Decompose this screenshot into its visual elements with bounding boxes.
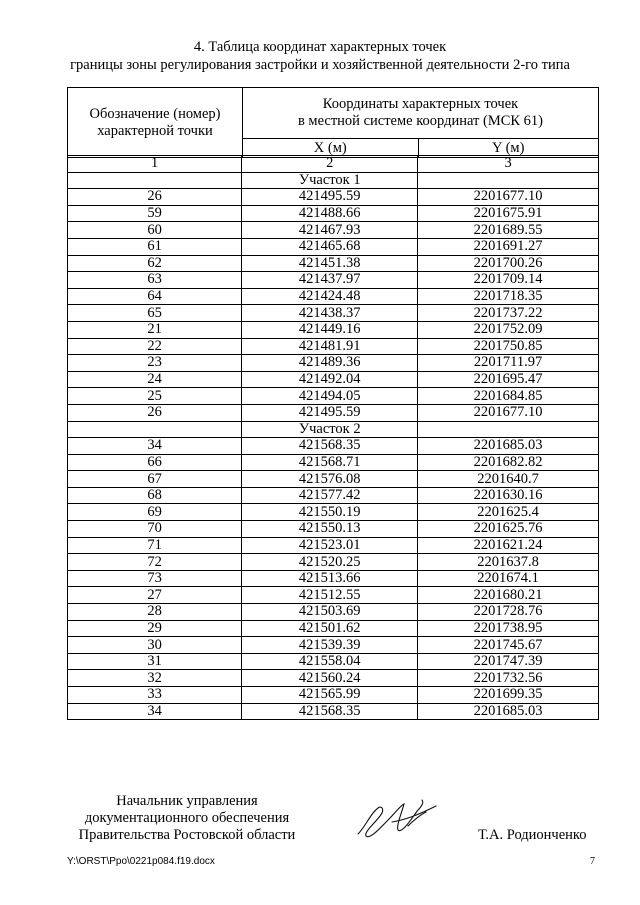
y-coordinate-cell: 2201684.85 <box>418 388 599 405</box>
point-id-cell: 65 <box>68 305 242 322</box>
point-id-cell: 62 <box>68 255 242 272</box>
x-header: X (м) <box>242 139 418 158</box>
x-coordinate-cell: 421495.59 <box>242 404 418 421</box>
coords-header-line1: Координаты характерных точек <box>322 96 519 112</box>
point-id-cell: 31 <box>68 653 242 670</box>
x-coordinate-cell: 421481.91 <box>242 338 418 355</box>
y-coordinate-cell: 2201689.55 <box>418 222 599 239</box>
signatory-title <box>67 793 307 844</box>
column-number: 3 <box>418 156 599 173</box>
x-coordinate-cell: 421550.13 <box>242 521 418 538</box>
y-coordinate-cell: 2201685.03 <box>418 703 599 720</box>
x-coordinate-cell: 421503.69 <box>242 604 418 621</box>
table-row <box>68 189 599 206</box>
y-coordinate-cell: 2201747.39 <box>418 653 599 670</box>
signatory-line1: Начальник управления <box>116 793 258 809</box>
x-coordinate-cell: 421495.59 <box>242 189 418 206</box>
document-title: 4. Таблица координат характерных точек <box>193 39 447 55</box>
point-id-cell: 64 <box>68 288 242 305</box>
y-coordinate-cell: 2201738.95 <box>418 620 599 637</box>
table-row <box>68 521 599 538</box>
x-coordinate-cell: 421568.35 <box>242 703 418 720</box>
y-coordinate-cell: 2201750.85 <box>418 338 599 355</box>
y-coordinate-cell: 2201682.82 <box>418 454 599 471</box>
table-row <box>68 687 599 704</box>
y-coordinate-cell: 2201637.8 <box>418 554 599 571</box>
x-coordinate-cell: 421560.24 <box>242 670 418 687</box>
table-row <box>68 371 599 388</box>
table-row <box>68 670 599 687</box>
x-coordinate-cell: 421451.38 <box>242 255 418 272</box>
point-id-cell: 28 <box>68 604 242 621</box>
table-row <box>68 255 599 272</box>
table-row <box>68 637 599 654</box>
column-number: 1 <box>68 156 242 173</box>
x-coordinate-cell: 421558.04 <box>242 653 418 670</box>
table-row <box>68 454 599 471</box>
point-id-cell: 30 <box>68 637 242 654</box>
y-coordinate-cell: 2201640.7 <box>418 471 599 488</box>
y-coordinate-cell: 2201695.47 <box>418 371 599 388</box>
table-row <box>68 355 599 372</box>
table-row <box>68 487 599 504</box>
table-row <box>68 620 599 637</box>
x-coordinate-cell: 421513.66 <box>242 570 418 587</box>
table-row <box>68 471 599 488</box>
table-row <box>68 653 599 670</box>
signatory-line3: Правительства Ростовской области <box>78 827 296 843</box>
point-id-cell: 34 <box>68 438 242 455</box>
table-row <box>68 305 599 322</box>
table-row <box>68 554 599 571</box>
y-coordinate-cell: 2201737.22 <box>418 305 599 322</box>
y-coordinate-cell: 2201752.09 <box>418 321 599 338</box>
section-row <box>68 172 599 189</box>
x-coordinate-cell: 421489.36 <box>242 355 418 372</box>
x-coordinate-cell: 421501.62 <box>242 620 418 637</box>
x-coordinate-cell: 421492.04 <box>242 371 418 388</box>
table-row <box>68 238 599 255</box>
section-empty-cell <box>68 172 242 189</box>
point-id-cell: 67 <box>68 471 242 488</box>
table-row <box>68 570 599 587</box>
y-coordinate-cell: 2201711.97 <box>418 355 599 372</box>
table-row <box>68 587 599 604</box>
point-id-cell: 26 <box>68 404 242 421</box>
section-name: Участок 2 <box>242 421 418 438</box>
point-id-cell: 27 <box>68 587 242 604</box>
table-row <box>68 703 599 720</box>
point-id-cell: 71 <box>68 537 242 554</box>
page-number: 7 <box>590 856 595 867</box>
signatory-name: Т.А. Родионченко <box>478 827 587 843</box>
y-coordinate-cell: 2201621.24 <box>418 537 599 554</box>
x-coordinate-cell: 421424.48 <box>242 288 418 305</box>
table-row <box>68 321 599 338</box>
point-id-cell: 34 <box>68 703 242 720</box>
table-header <box>67 87 599 158</box>
y-coordinate-cell: 2201700.26 <box>418 255 599 272</box>
point-id-header-line1: Обозначение (номер) <box>89 105 221 122</box>
column-number-row <box>68 156 599 173</box>
y-coordinate-cell: 2201625.4 <box>418 504 599 521</box>
x-coordinate-cell: 421523.01 <box>242 537 418 554</box>
point-id-cell: 59 <box>68 205 242 222</box>
point-id-cell: 61 <box>68 238 242 255</box>
point-id-header-line2: характерной точки <box>97 122 213 139</box>
y-coordinate-cell: 2201625.76 <box>418 521 599 538</box>
point-id-cell: 33 <box>68 687 242 704</box>
handwritten-signature <box>352 796 442 844</box>
signatory-line2: документационного обеспечения <box>84 810 290 826</box>
table-row <box>68 338 599 355</box>
table-row <box>68 504 599 521</box>
y-coordinate-cell: 2201691.27 <box>418 238 599 255</box>
coords-header-line2: в местной системе координат (МСК 61) <box>297 113 544 129</box>
column-number: 2 <box>242 156 418 173</box>
section-name: Участок 1 <box>242 172 418 189</box>
x-coordinate-cell: 421438.37 <box>242 305 418 322</box>
y-coordinate-cell: 2201745.67 <box>418 637 599 654</box>
point-id-cell: 23 <box>68 355 242 372</box>
x-coordinate-cell: 421568.35 <box>242 438 418 455</box>
point-id-cell: 70 <box>68 521 242 538</box>
table-row <box>68 222 599 239</box>
table-row <box>68 288 599 305</box>
point-id-cell: 26 <box>68 189 242 206</box>
point-id-cell: 32 <box>68 670 242 687</box>
x-coordinate-cell: 421488.66 <box>242 205 418 222</box>
y-coordinate-cell: 2201675.91 <box>418 205 599 222</box>
section-row <box>68 421 599 438</box>
table-row <box>68 388 599 405</box>
point-id-cell: 68 <box>68 487 242 504</box>
coords-header <box>242 88 598 139</box>
point-id-cell: 69 <box>68 504 242 521</box>
table-row <box>68 537 599 554</box>
x-coordinate-cell: 421539.39 <box>242 637 418 654</box>
x-coordinate-cell: 421449.16 <box>242 321 418 338</box>
document-subtitle: границы зоны регулирования застройки и хозяйственной деятельности 2-го типа <box>70 57 570 73</box>
point-id-cell: 29 <box>68 620 242 637</box>
x-coordinate-cell: 421577.42 <box>242 487 418 504</box>
y-coordinate-cell: 2201630.16 <box>418 487 599 504</box>
x-coordinate-cell: 421465.68 <box>242 238 418 255</box>
x-coordinate-cell: 421568.71 <box>242 454 418 471</box>
point-id-cell: 73 <box>68 570 242 587</box>
y-coordinate-cell: 2201699.35 <box>418 687 599 704</box>
y-header: Y (м) <box>418 139 599 158</box>
y-coordinate-cell: 2201709.14 <box>418 272 599 289</box>
x-coordinate-cell: 421512.55 <box>242 587 418 604</box>
point-id-header <box>68 88 243 158</box>
table-row <box>68 205 599 222</box>
x-coordinate-cell: 421494.05 <box>242 388 418 405</box>
point-id-cell: 66 <box>68 454 242 471</box>
table-row <box>68 272 599 289</box>
y-coordinate-cell: 2201677.10 <box>418 404 599 421</box>
table-row <box>68 404 599 421</box>
section-empty-cell <box>68 421 242 438</box>
x-coordinate-cell: 421576.08 <box>242 471 418 488</box>
point-id-cell: 22 <box>68 338 242 355</box>
section-empty-cell <box>418 421 599 438</box>
x-coordinate-cell: 421467.93 <box>242 222 418 239</box>
x-coordinate-cell: 421437.97 <box>242 272 418 289</box>
section-empty-cell <box>418 172 599 189</box>
point-id-cell: 21 <box>68 321 242 338</box>
table-row <box>68 438 599 455</box>
point-id-cell: 60 <box>68 222 242 239</box>
point-id-cell: 25 <box>68 388 242 405</box>
point-id-cell: 63 <box>68 272 242 289</box>
x-coordinate-cell: 421520.25 <box>242 554 418 571</box>
point-id-cell: 72 <box>68 554 242 571</box>
x-coordinate-cell: 421550.19 <box>242 504 418 521</box>
y-coordinate-cell: 2201677.10 <box>418 189 599 206</box>
y-coordinate-cell: 2201732.56 <box>418 670 599 687</box>
coordinates-table <box>67 155 599 720</box>
y-coordinate-cell: 2201718.35 <box>418 288 599 305</box>
file-path: Y:\ORST\Ppo\0221p084.f19.docx <box>67 856 215 867</box>
x-coordinate-cell: 421565.99 <box>242 687 418 704</box>
table-row <box>68 604 599 621</box>
y-coordinate-cell: 2201680.21 <box>418 587 599 604</box>
y-coordinate-cell: 2201728.76 <box>418 604 599 621</box>
y-coordinate-cell: 2201674.1 <box>418 570 599 587</box>
y-coordinate-cell: 2201685.03 <box>418 438 599 455</box>
point-id-cell: 24 <box>68 371 242 388</box>
